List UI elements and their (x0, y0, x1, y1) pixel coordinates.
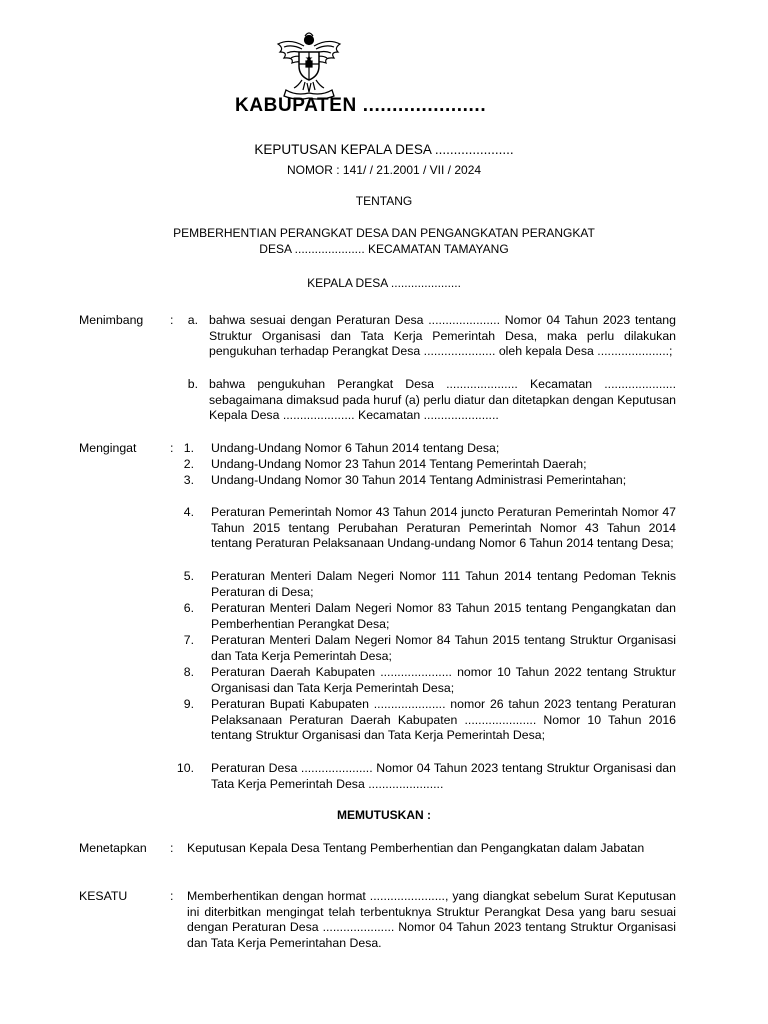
kesatu-colon: : (170, 889, 174, 903)
kesatu-label: KESATU (79, 889, 128, 903)
mengingat-item-9: Peraturan Bupati Kabupaten ..................... nomor 26 tahun 2023 tentang Peraturan Pelaksanaan Peraturan Daerah Kabupaten ..................... Nomor 10 Tahun 2016 tentang Struktur Organisasi dan Tata Kerja Pemerintah Desa; (211, 697, 676, 743)
mengingat-item-8: Peraturan Daerah Kabupaten ..................... nomor 10 Tahun 2022 tentang Struktur Organisasi dan Tata Kerja Pemerintah Desa; (211, 665, 676, 695)
tentang-heading: TENTANG (355, 194, 413, 208)
mengingat-marker-3: 3. (183, 473, 194, 487)
mengingat-marker-2: 2. (183, 457, 194, 471)
document-number: NOMOR : 141/ / 21.2001 / VII / 2024 (286, 163, 482, 177)
mengingat-marker-10: 10. (176, 761, 194, 775)
mengingat-colon: : (170, 441, 174, 455)
mengingat-item-4: Peraturan Pemerintah Nomor 43 Tahun 2014 juncto Peraturan Pemerintah Nomor 47 Tahun 2015 tentang Perubahan Peraturan Pemerintah Nomor 43 Tahun 2014 tentang Peraturan Pelaksanaan Undang-undang Nomor 6 Tahun 2014 tentang Desa; (211, 505, 676, 551)
document-title: KEPUTUSAN KEPALA DESA ..................... (254, 142, 514, 157)
menimbang-marker-a: a. (187, 313, 198, 327)
memutuskan-heading: MEMUTUSKAN : (337, 808, 431, 822)
mengingat-marker-1: 1. (183, 441, 194, 455)
mengingat-item-10: Peraturan Desa ..................... Nomor 04 Tahun 2023 tentang Struktur Organisasi dan Tata Kerja Pemerintah Desa ...................... (211, 761, 676, 791)
subject-line-1: PEMBERHENTIAN PERANGKAT DESA DAN PENGANGKATAN PERANGKAT (173, 226, 595, 240)
mengingat-marker-9: 9. (183, 697, 194, 711)
kesatu-text: Memberhentikan dengan hormat ......................, yang diangkat sebelum Surat Keputusan ini diterbitkan mengingat telah terbentuknya Struktur Perangkat Desa yang baru sesuai dengan Peraturan Desa ..................... Nomor 04 Tahun 2023 tentang Struktur Organisasi dan Tata Kerja Pemerintahan Desa. (187, 889, 676, 950)
mengingat-marker-5: 5. (183, 569, 194, 583)
mengingat-marker-8: 8. (183, 665, 194, 679)
mengingat-item-3: Undang-Undang Nomor 30 Tahun 2014 Tentang Administrasi Pemerintahan; (211, 473, 627, 487)
menimbang-item-b: bahwa pengukuhan Perangkat Desa ..................... Kecamatan ..................... sebagaimana dimaksud pada huruf (a) perlu diatur dan ditetapkan dengan Keputusan Kepala Desa ..................... Kecamatan ...................... (209, 377, 676, 423)
menimbang-marker-b: b. (187, 377, 198, 391)
menetapkan-label: Menetapkan (79, 841, 147, 855)
mengingat-marker-7: 7. (183, 633, 194, 647)
menetapkan-text: Keputusan Kepala Desa Tentang Pemberhentian dan Pengangkatan dalam Jabatan (187, 841, 645, 855)
mengingat-item-6: Peraturan Menteri Dalam Negeri Nomor 83 Tahun 2015 tentang Pengangkatan dan Pemberhentian Perangkat Desa; (211, 601, 676, 631)
menimbang-label: Menimbang (79, 313, 144, 327)
garuda-emblem-icon (272, 30, 346, 102)
mengingat-item-7: Peraturan Menteri Dalam Negeri Nomor 84 Tahun 2015 tentang Struktur Organisasi dan Tata Kerja Pemerintah Desa; (211, 633, 676, 663)
subject-line-2: DESA ..................... KECAMATAN TAMAYANG (259, 242, 509, 256)
mengingat-marker-6: 6. (183, 601, 194, 615)
mengingat-item-1: Undang-Undang Nomor 6 Tahun 2014 tentang Desa; (211, 441, 500, 455)
kepala-desa-heading: KEPALA DESA ..................... (307, 276, 461, 290)
menimbang-item-a: bahwa sesuai dengan Peraturan Desa ..................... Nomor 04 Tahun 2023 tentang Struktur Organisasi dan Tata Kerja Pemerintah Desa, maka perlu dilakukan pengukuhan terhadap Perangkat Desa ..................... oleh kepala Desa .....................; (209, 313, 676, 359)
menetapkan-colon: : (170, 841, 174, 855)
mengingat-item-5: Peraturan Menteri Dalam Negeri Nomor 111 Tahun 2014 tentang Pedoman Teknis Peraturan di Desa; (211, 569, 676, 599)
mengingat-label: Mengingat (79, 441, 137, 455)
menimbang-colon: : (170, 313, 174, 327)
mengingat-item-2: Undang-Undang Nomor 23 Tahun 2014 Tentang Pemerintah Daerah; (211, 457, 587, 471)
mengingat-marker-4: 4. (183, 505, 194, 519)
kabupaten-heading: KABUPATEN ..................... (235, 95, 487, 116)
